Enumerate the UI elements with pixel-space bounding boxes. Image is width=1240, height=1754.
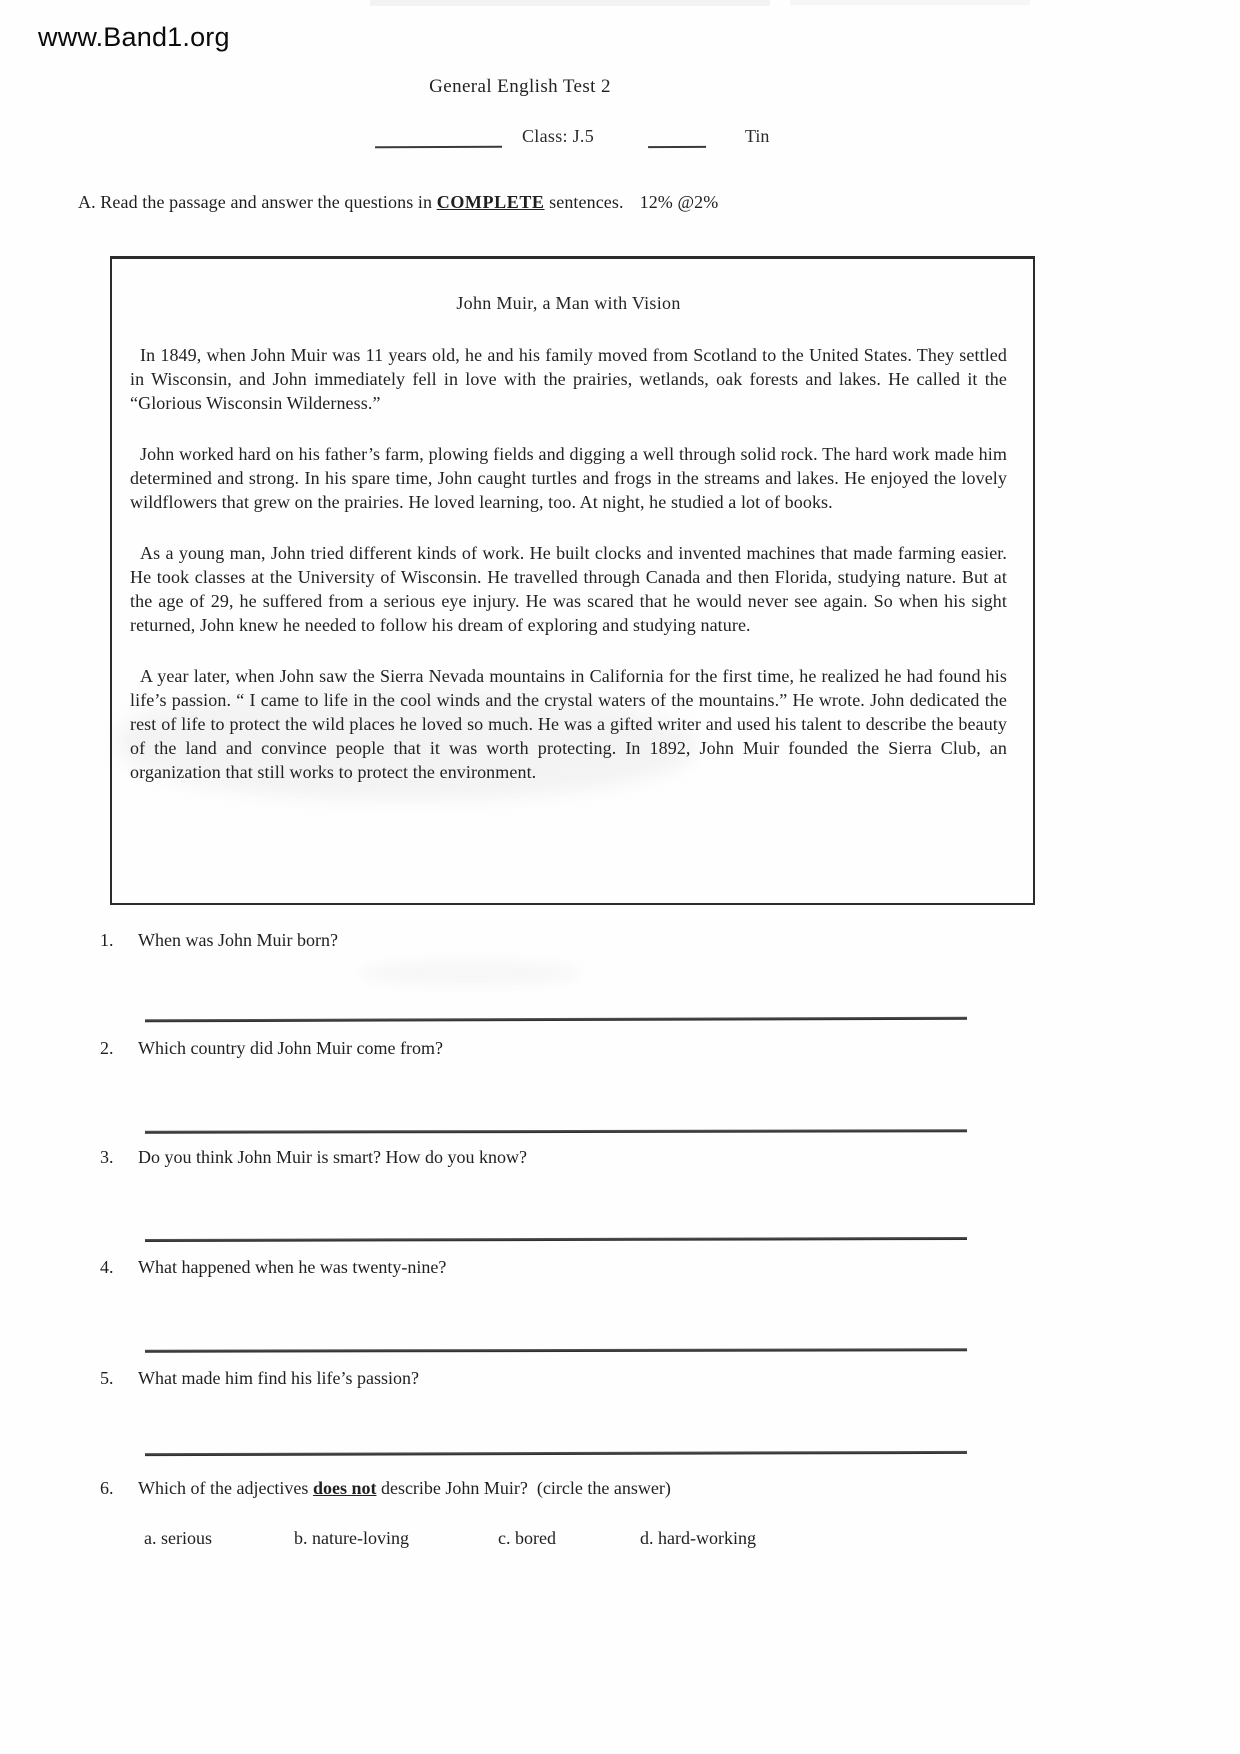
question-4 (100, 1257, 1000, 1278)
time-label: Tin (745, 126, 770, 146)
scan-artifact-band (790, 0, 1030, 5)
document-title: General English Test 2 (429, 76, 611, 97)
scan-artifact-band (370, 0, 770, 6)
passage-paragraph: As a young man, John tried different kinds of work. He built clocks and invented machines that made farming easier. He took classes at the University of Wisconsin. He travelled through Canada and then Florida, studying nature. But at the age of 29, he suffered from a serious eye injury. He was scared that he would never see again. So when his sight returned, John knew he needed to follow his dream of exploring and studying nature. (130, 543, 1007, 635)
scan-artifact-smudge (360, 960, 580, 986)
answer-line-5 (145, 1451, 967, 1456)
question-text: Do you think John Muir is smart? How do you know? (138, 1147, 527, 1167)
question-text (138, 1478, 671, 1498)
passage-title: John Muir, a Man with Vision (456, 293, 681, 313)
question-6-prefix: Which of the adjectives (138, 1478, 313, 1498)
passage-paragraph: A year later, when John saw the Sierra Nevada mountains in California for the first time, he realized he had found his life’s passion. “ I came to life in the cool winds and the crystal waters of the mountains.” He wrote. John dedicated the rest of life to protect the wild places he loved so much. He was a gifted writer and used his talent to describe the beauty of the land and convince people that it was worth protecting. In 1892, John Muir founded the Sierra Club, an organization that still works to protect the environment. (130, 666, 1007, 782)
question-number: 6. (100, 1478, 114, 1498)
question-3 (100, 1147, 1000, 1168)
question-1 (100, 930, 1000, 951)
marks-label: 12% @2% (639, 192, 719, 212)
question-6 (100, 1478, 1000, 1499)
answer-line-4 (145, 1348, 967, 1352)
question-number: 4. (100, 1257, 114, 1277)
question-6-suffix: describe John Muir? (circle the answer) (376, 1478, 671, 1498)
answer-line-1 (145, 1017, 967, 1023)
option-a: a. serious (144, 1528, 212, 1548)
question-number: 5. (100, 1368, 114, 1388)
question-text: What happened when he was twenty-nine? (138, 1257, 447, 1277)
question-2 (100, 1038, 1000, 1059)
instruction-suffix: sentences. (544, 192, 624, 212)
option-c: c. bored (498, 1528, 556, 1548)
passage-paragraph: In 1849, when John Muir was 11 years old, he and his family moved from Scotland to the United States. They settled in Wisconsin, and John immediately fell in love with the prairies, wetlands, oak forests and lakes. He called it the “Glorious Wisconsin Wilderness.” (130, 345, 1007, 413)
question-6-emphasis: does not (312, 1478, 377, 1498)
question-number: 3. (100, 1147, 114, 1167)
question-text: When was John Muir born? (138, 930, 338, 950)
passage-paragraph: John worked hard on his father’s farm, plowing fields and digging a well through solid rock. The hard work made him determined and strong. In his spare time, John caught turtles and frogs in the streams and lakes. He enjoyed the lovely wildflowers that grew on the prairies. He loved learning, too. At night, he studied a lot of books. (130, 444, 1007, 512)
question-number: 2. (100, 1038, 114, 1058)
reading-passage-box (110, 256, 1035, 905)
instruction-prefix: A. Read the passage and answer the questions in (78, 192, 437, 212)
question-6-options (0, 1528, 1240, 1558)
name-blank-line (375, 124, 502, 148)
class-label: Class: J.5 (522, 126, 595, 146)
question-text: Which country did John Muir come from? (138, 1038, 443, 1058)
site-watermark: www.Band1.org (38, 22, 230, 52)
question-number: 1. (100, 930, 114, 950)
option-d: d. hard-working (640, 1528, 756, 1548)
class-row (0, 124, 1240, 150)
answer-line-3 (145, 1237, 967, 1242)
option-b: b. nature-loving (294, 1528, 409, 1548)
class-number-blank-line (648, 124, 706, 148)
instruction-emphasis: COMPLETE (436, 192, 545, 212)
question-text: What made him find his life’s passion? (138, 1368, 419, 1388)
answer-line-2 (145, 1129, 967, 1133)
question-5 (100, 1368, 1000, 1389)
section-a-instruction (78, 192, 1078, 213)
